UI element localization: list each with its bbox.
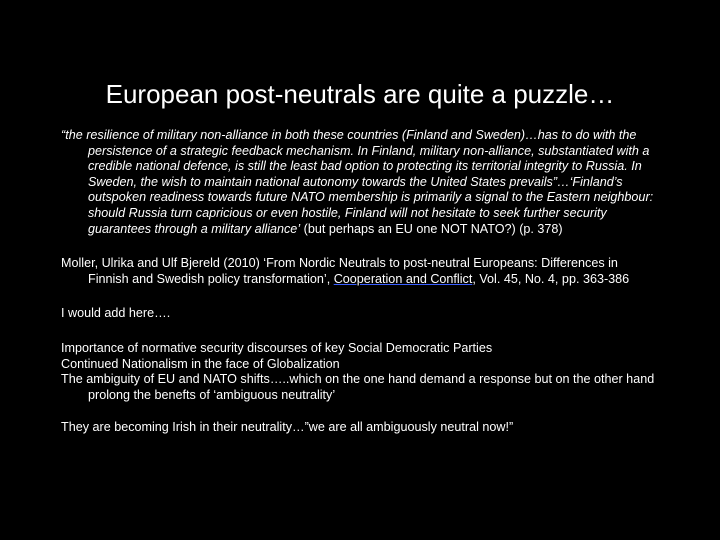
- point-item: The ambiguity of EU and NATO shifts…..which on the one hand demand a response but on the other hand prolong the benefts of ‘ambiguous neutrality’: [61, 372, 655, 402]
- point-item: Importance of normative security discourses of key Social Democratic Parties: [61, 340, 493, 355]
- journal-link[interactable]: Cooperation and Conflict: [333, 271, 473, 286]
- point-item: Continued Nationalism in the face of Globalization: [61, 356, 340, 371]
- spacer: [61, 403, 661, 420]
- spacer: [61, 322, 661, 341]
- quote-italic-text: “the resilience of military non-alliance in both these countries (Finland and Sweden)…has to do with the persistence of a strategic feedback mechanism. In Finland, military non-alliance, substantiated with a credible national defence, is still the least bad option to protecting its territorial integrity to Russia. In Sweden, the wish to maintain national autonomy towards the United States prevails”…‘Finland’s outspoken readiness towards future NATO membership is primarily a signal to the Eastern neighbour: should Russia turn capricious or even hostile, Finland will not hesitate to seek further security guarantees through a military alliance’: [61, 128, 654, 236]
- slide-body: [61, 128, 661, 436]
- add-here-paragraph: I would add here….: [61, 306, 171, 321]
- spacer: [61, 237, 661, 256]
- spacer: [61, 287, 661, 306]
- closing-paragraph: They are becoming Irish in their neutrality…”we are all ambiguously neutral now!”: [61, 420, 514, 435]
- citation-paragraph: [61, 256, 661, 287]
- slide-title: European post-neutrals are quite a puzzle…: [105, 79, 615, 109]
- citation-volume-text: , Vol. 45, No. 4, pp. 363-386: [472, 271, 630, 286]
- quote-normal-text: (but perhaps an EU one NOT NATO?) (p. 378): [300, 221, 563, 236]
- quote-paragraph: [61, 128, 661, 237]
- citation-text: Moller, Ulrika and Ulf Bjereld (2010) ‘From Nordic Neutrals to post-neutral Europeans: Differences in Finnish and Swedish policy transformation’,: [61, 256, 618, 286]
